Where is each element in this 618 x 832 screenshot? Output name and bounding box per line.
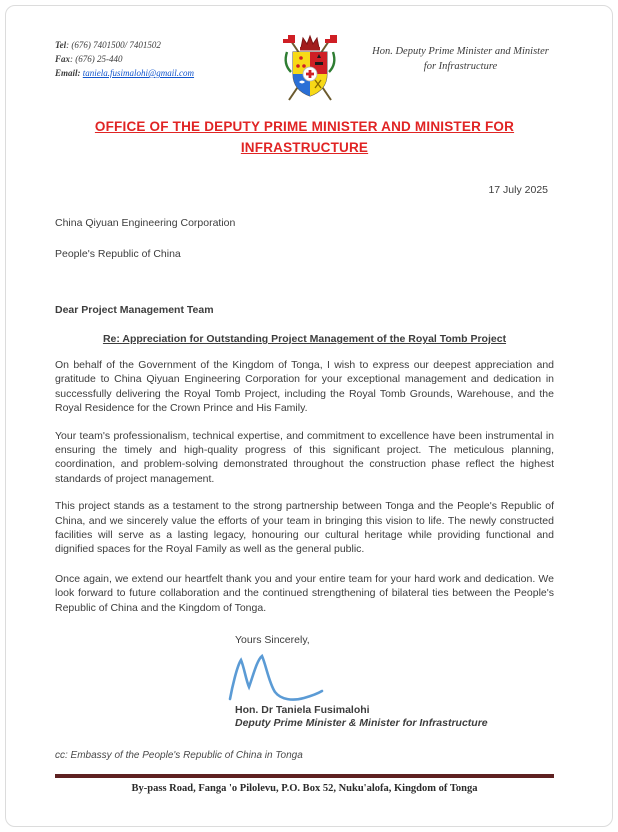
fax-value: : (676) 25-440 xyxy=(70,54,123,64)
minister-header-text: Hon. Deputy Prime Minister and Minister for Infrastructure xyxy=(372,46,549,72)
handwritten-signature xyxy=(223,650,554,702)
signature-icon xyxy=(223,650,333,702)
footer-address: By-pass Road, Fanga 'o Pilolevu, P.O. Box 52, Nuku'alofa, Kingdom of Tonga xyxy=(131,783,478,795)
email-link[interactable]: taniela.fusimalohi@gmail.com xyxy=(82,68,195,78)
coat-of-arms-icon xyxy=(273,30,347,106)
fax-line xyxy=(55,52,267,66)
recipient-line-2: People's Republic of China xyxy=(55,248,181,260)
recipient-line-1: China Qiyuan Engineering Corporation xyxy=(55,217,236,229)
fax-label: Fax xyxy=(55,54,71,64)
paragraph-1: On behalf of the Government of the Kingdom of Tonga, I wish to express our deepest appreciation and gratitude to China Qiyuan Engineering Corporation for your exceptional management and dedication in successfully delivering the Royal Tomb Project, including the Royal Tomb Grounds, Warehouse, and the Royal Residence for the Crown Prince and His Family. xyxy=(55,359,554,415)
letter-page xyxy=(5,5,613,827)
email-label: Email: xyxy=(55,68,83,78)
signatory-title: Deputy Prime Minister & Minister for Infrastructure xyxy=(235,717,488,730)
office-title: OFFICE OF THE DEPUTY PRIME MINISTER AND MINISTER FOR INFRASTRUCTURE xyxy=(94,119,515,155)
letterhead xyxy=(55,30,554,106)
subject-line: Re: Appreciation for Outstanding Project Management of the Royal Tomb Project xyxy=(102,333,507,345)
cc-line: cc: Embassy of the People's Republic of China in Tonga xyxy=(55,750,303,762)
tonga-coat-of-arms xyxy=(267,30,353,106)
email-line xyxy=(55,66,267,80)
letter-date: 17 July 2025 xyxy=(488,184,548,196)
tel-value: : (676) 7401500/ 7401502 xyxy=(66,40,161,50)
paragraph-4: Once again, we extend our heartfelt thank you and your entire team for your hard work and dedication. We look forward to future collaboration and the continued strengthening of bilateral ties between the People's Republic of China and the Kingdom of Tonga. xyxy=(55,572,554,614)
closing-phrase: Yours Sincerely, xyxy=(235,634,310,647)
tel-line xyxy=(55,38,267,52)
contact-block xyxy=(55,30,267,80)
tel-label: Tel xyxy=(55,40,67,50)
footer-divider xyxy=(55,774,554,778)
paragraph-3: This project stands as a testament to the strong partnership between Tonga and the People's Republic of China, and we sincerely value the efforts of your team in bringing this vision to life. The newly constructed facilities will serve as a lasting legacy, honouring our cultural heritage while providing functional and dignified spaces for the Royal Family as well as the general public. xyxy=(55,500,554,556)
paragraph-2: Your team's professionalism, technical expertise, and commitment to excellence have been instrumental in ensuring the timely and high-quality progress of this significant project. The meticulous planning, coordination, and problem-solving demonstrated throughout the construction phase reflect the highest standards of project management. xyxy=(55,429,554,485)
salutation: Dear Project Management Team xyxy=(55,304,214,316)
signatory-name: Hon. Dr Taniela Fusimalohi xyxy=(235,704,370,717)
